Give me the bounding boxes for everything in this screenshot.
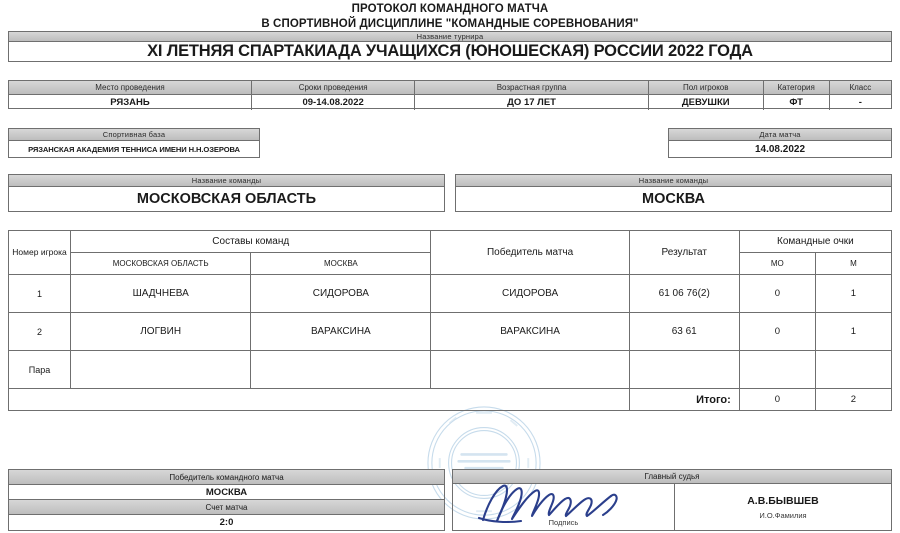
signature-caption: Подпись [548,518,579,527]
row-away-player [251,351,431,389]
header-points-away: М [815,253,891,275]
match-date-label: Дата матча [669,129,891,141]
sport-base-value: РЯЗАНСКАЯ АКАДЕМИЯ ТЕННИСА ИМЕНИ Н.Н.ОЗЕРОВА [9,141,259,157]
document-title [0,0,900,31]
row-points-home: 0 [739,313,815,351]
row-number: 2 [9,313,71,351]
event-info-strip [8,80,892,109]
away-team-name: МОСКВА [456,187,891,211]
header-lineup-away: МОСКВА [251,253,431,275]
winner-label: Победитель командного матча [9,470,444,485]
header-points-home: МО [739,253,815,275]
row-points-away: 1 [815,275,891,313]
row-away-player: СИДОРОВА [251,275,431,313]
table-row [9,351,892,389]
info-value-dates: 09-14.08.2022 [252,94,415,110]
signature-cell [453,484,675,530]
tournament-name: XI ЛЕТНЯЯ СПАРТАКИАДА УЧАЩИХСЯ (ЮНОШЕСКАЯ) РОССИИ 2022 ГОДА [9,42,891,61]
tournament-banner [8,31,892,62]
match-date-box [668,128,892,158]
totals-spacer [9,389,71,411]
row-home-player [71,351,251,389]
sport-base-box [8,128,260,158]
totals-points-home: 0 [739,389,815,411]
event-info-value-row [9,94,891,110]
row-score: 61 06 76(2) [629,275,739,313]
chief-referee-label: Главный судья [453,470,891,484]
row-home-player: ШАДЧНЕВА [71,275,251,313]
info-value-class: - [858,96,862,108]
table-row [9,313,892,351]
match-score-value: 2:0 [219,517,234,528]
row-score [629,351,739,389]
match-score-label: Счет матча [9,500,444,515]
info-header-dates: Сроки проведения [252,81,415,94]
match-date-value: 14.08.2022 [669,141,891,157]
tournament-label: Название турнира [9,32,891,42]
referee-name: А.В.БЫВШЕВ [747,494,819,507]
header-team-points: Командные очки [739,231,891,253]
winner-value: МОСКВА [9,485,444,500]
away-team-box [455,174,892,212]
row-winner: СИДОРОВА [431,275,629,313]
table-row [9,275,892,313]
home-team-label: Название команды [9,175,444,187]
row-points-home: 0 [739,275,815,313]
header-lineups: Составы команд [71,231,431,253]
info-header-age-group: Возрастная группа [415,81,649,94]
header-lineup-home: МОСКОВСКАЯ ОБЛАСТЬ [71,253,251,275]
info-value-category: ФТ [763,94,829,110]
home-team-name: МОСКОВСКАЯ ОБЛАСТЬ [9,187,444,211]
chief-referee-block [452,469,892,531]
row-number: 1 [9,275,71,313]
row-away-player: ВАРАКСИНА [251,313,431,351]
totals-spacer [71,389,251,411]
info-header-venue: Место проведения [9,81,252,94]
row-points-home [739,351,815,389]
info-header-class: Класс [829,81,891,94]
event-info-header-row [9,81,891,94]
row-score: 63 61 [629,313,739,351]
totals-row [9,389,892,411]
info-value-age-group: ДО 17 ЛЕТ [415,94,649,110]
sport-base-label: Спортивная база [9,129,259,141]
totals-label: Итого: [629,389,739,411]
header-match-winner: Победитель матча [431,231,629,275]
match-winner-block [8,469,445,531]
info-header-gender: Пол игроков [648,81,763,94]
info-value-gender: ДЕВУШКИ [648,94,763,110]
results-header-row-1 [9,231,892,253]
info-value-venue: РЯЗАНЬ [9,94,252,110]
row-winner [431,351,629,389]
row-points-away: 1 [815,313,891,351]
header-player-number: Номер игрока [9,231,71,275]
row-winner: ВАРАКСИНА [431,313,629,351]
referee-name-caption: И.О.Фамилия [759,510,807,520]
match-results-table [8,230,892,411]
home-team-box [8,174,445,212]
away-team-label: Название команды [456,175,891,187]
row-points-away [815,351,891,389]
totals-points-away: 2 [815,389,891,411]
row-number: Пара [9,351,71,389]
document-title-line1: ПРОТОКОЛ КОМАНДНОГО МАТЧА [351,3,549,15]
totals-spacer [431,389,629,411]
document-title-line2: В СПОРТИВНОЙ ДИСЦИПЛИНЕ "КОМАНДНЫЕ СОРЕВНОВАНИЯ" [261,18,639,30]
totals-spacer [251,389,431,411]
header-result: Результат [629,231,739,275]
info-header-category: Категория [763,81,829,94]
row-home-player: ЛОГВИН [71,313,251,351]
referee-name-cell [675,484,891,530]
